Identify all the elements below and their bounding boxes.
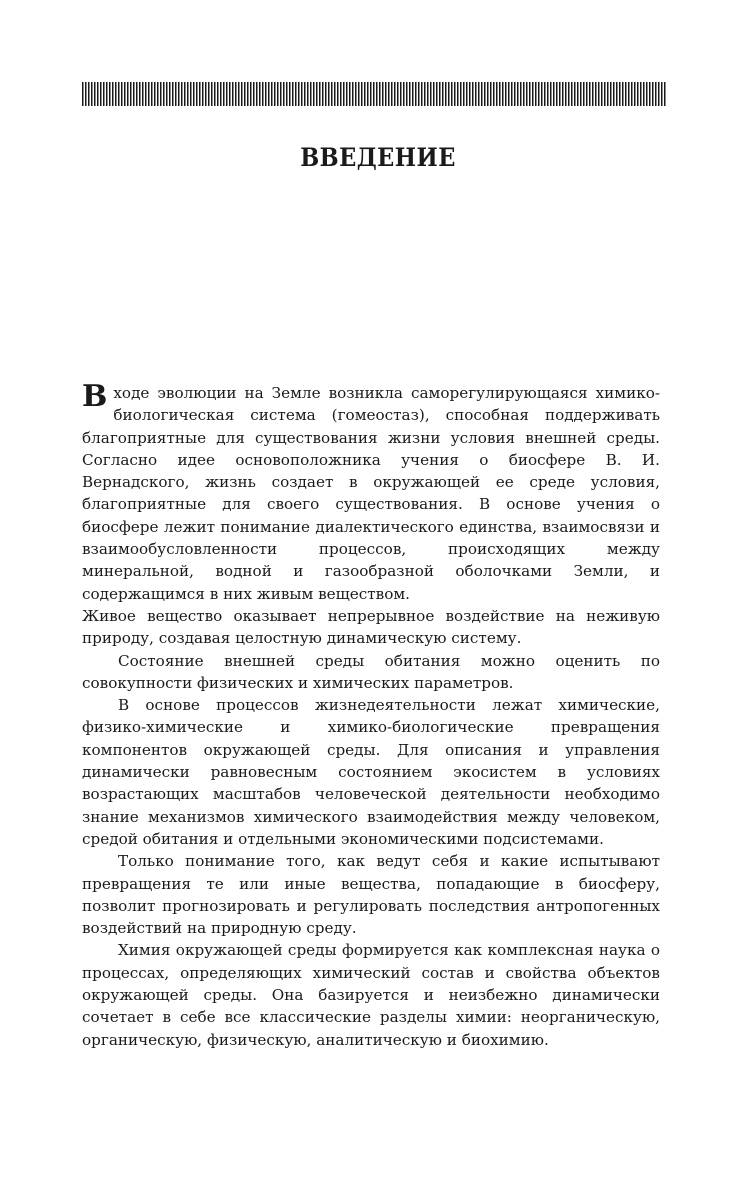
paragraph-2: Живое вещество оказывает непрерывное воздействие на неживую природу, создавая целостную динамическую систему.: [82, 606, 660, 648]
header-decorative-rule: [82, 82, 666, 106]
paragraph-5: Только понимание того, как ведут себя и какие испытывают превращения те или иные вещества, попадающие в биосферу, позволит прогнозировать и регулировать последствия антропогенных воздействий на природную среду.: [82, 852, 660, 938]
paragraph-1: [82, 379, 660, 605]
chapter-body: [82, 379, 660, 1051]
paragraph-6: Химия окружающей среды формируется как комплексная наука о процессах, определяющих химический состав и свойства объектов окружающей среды. Она базируется и неизбежно динамически сочетает в себе все классические разделы химии: неорганическую, органическую, физическую, аналитическую и биохимию.: [82, 941, 660, 1049]
paragraph-4: В основе процессов жизнедеятельности лежат химические, физико-химические и химико-биологические превращения компонентов окружающей среды. Для описания и управления динамически равновесным состоянием экосистем в условиях возрастающих масштабов человеческой деятельности необходимо знание механизмов химического взаимодействия между человеком, средой обитания и отдельными экономическими подсистемами.: [82, 696, 660, 848]
paragraph-3: Состояние внешней среды обитания можно оценить по совокупности физических и химических параметров.: [82, 651, 660, 692]
paragraph-1-text: ходе эволюции на Земле возникла саморегулирующаяся химико-биологическая система (гомеостаз), способная поддерживать благоприятные для существования жизни условия внешней среды. Согласно идее основоположника учения о биосфере В. И. Вернадского, жизнь создает в окружающей ее среде условия, благоприятные для своего существования. В основе учения о биосфере лежит понимание диалектического единства, взаимосвязи и взаимообусловленности процессов, происходящих между минеральной, водной и газообразной оболочками Земли, и содержащимся в них живым веществом.: [82, 384, 660, 603]
drop-cap: В: [82, 379, 108, 414]
chapter-title: ВВЕДЕНИЕ: [300, 143, 456, 172]
